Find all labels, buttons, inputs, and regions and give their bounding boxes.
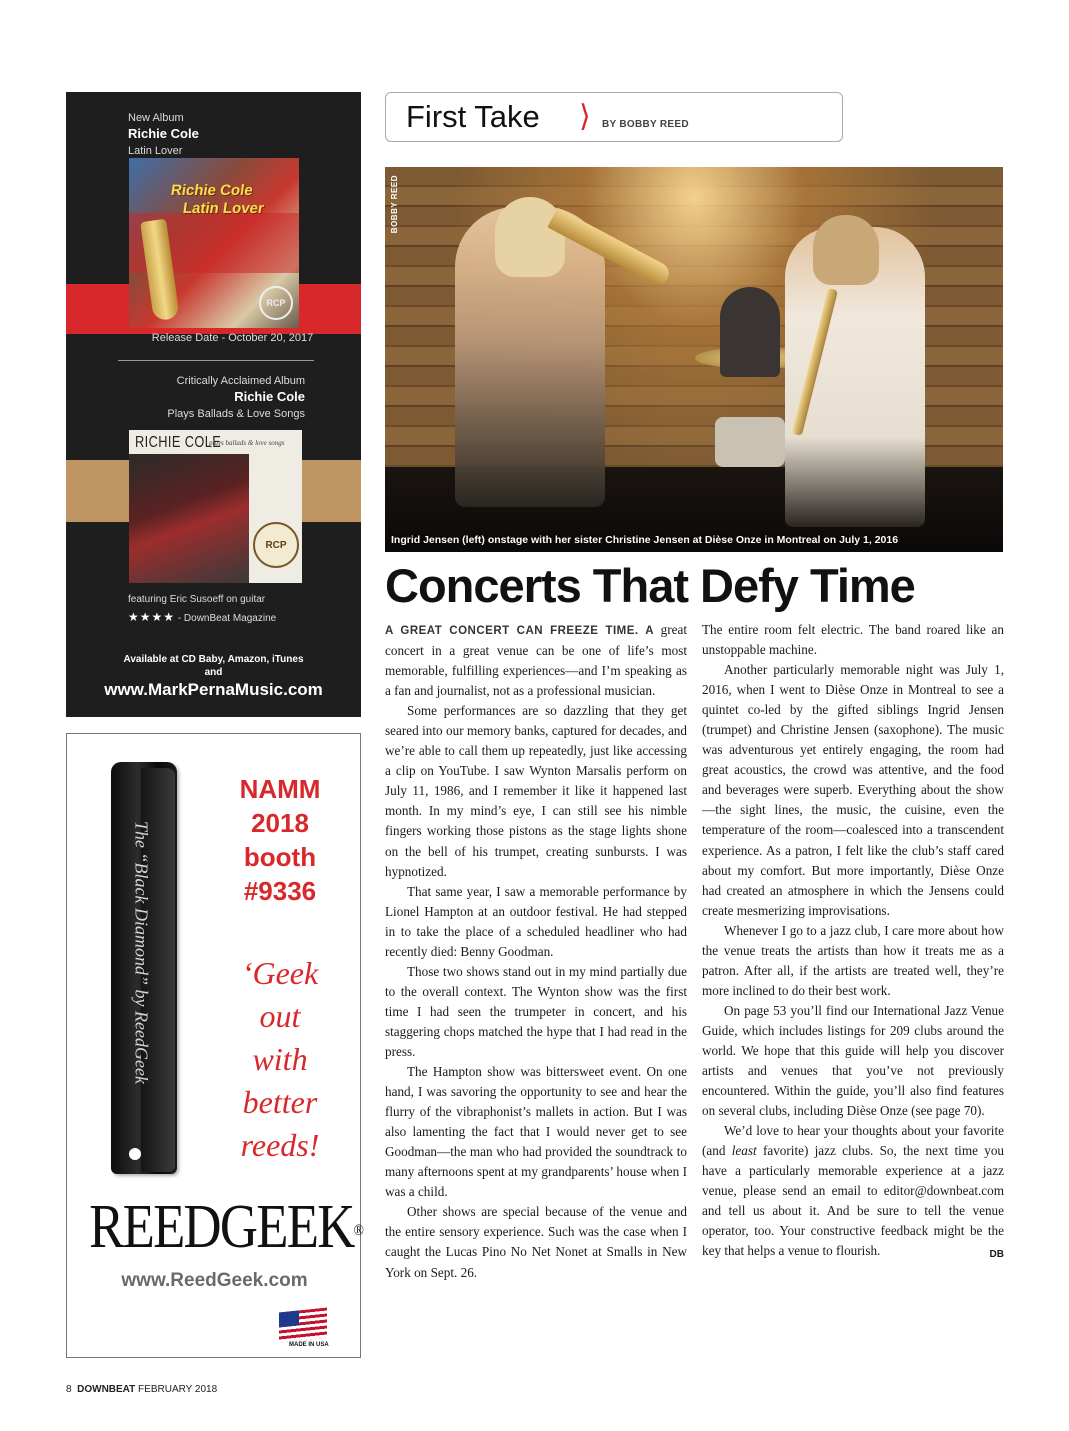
artist-name: Richie Cole xyxy=(128,126,199,141)
paragraph-7: Another particularly memorable night was July 1, 2016, when I went to Dièse Onze in Montreal to see a quintet co-led by the gifted siblings Ingrid Jensen (trumpet) and Christine Jensen (saxophone). The music was adventurous yet entirely engaging, the room had great acoustics, the crowd was attentive, and the food and beverages were superb. Everything about the show—the sight lines, the music, the cuisine, even the temperature of the room—coalesced into a transcendent experience. As a patron, I felt like the club’s staff cared about my comfort. But more importantly, Dièse Onze had created an atmosphere in which the Jensens could create mesmerizing improvisations. xyxy=(702,662,1004,918)
magazine-name: DOWNBEAT xyxy=(77,1384,136,1395)
star-rating-icon: ★★★★ xyxy=(128,610,176,624)
issue-date: FEBRUARY 2018 xyxy=(138,1384,218,1395)
review-rating xyxy=(128,610,276,624)
article-column-2 xyxy=(702,620,1004,1266)
reedgeek-ad[interactable] xyxy=(66,733,364,1358)
cover-title-line2: Latin Lover xyxy=(181,200,266,217)
cover2-photo xyxy=(129,454,249,583)
db-signoff: DB xyxy=(989,1249,1004,1261)
section-title: First Take xyxy=(406,99,540,134)
paragraph-2: Some performances are so dazzling that they get seared into our memory banks, captured for decades, and we’re able to call them up repeatedly, just like accessing a clip on YouTube. I saw Wynton Marsalis perform on July 11, 1986, and I remember it like it happened last month. In my mind’s eye, I can still see his nimble fingers working those pistons as the stage lights shone on the bell of his trumpet, creating sunbursts. I was hypnotized. xyxy=(385,703,687,879)
page-folio xyxy=(66,1384,217,1395)
acclaimed-label: Critically Acclaimed Album xyxy=(176,375,305,387)
new-album-label: New Album xyxy=(128,112,184,124)
paragraph-6-continued: The entire room felt electric. The band roared like an unstoppable machine. xyxy=(702,622,1004,658)
artist-name-2: Richie Cole xyxy=(234,389,305,404)
geek-out-slogan: ‘Geek out with better reeds! xyxy=(240,955,320,1163)
chevron-right-icon: ⟩ xyxy=(579,100,591,133)
photo-caption: Ingrid Jensen (left) onstage with her sister Christine Jensen at Dièse Onze in Montreal on July 1, 2016 xyxy=(391,534,899,546)
page-number: 8 xyxy=(66,1384,72,1395)
paragraph-4: Those two shows stand out in my mind partially due to the overall context. The Wynton show was the first time I had seen the trumpeter in concert, and his staggering chops matched the hype that I had read in the press. xyxy=(385,963,687,1059)
article-column-1 xyxy=(385,620,687,1283)
paragraph-8: Whenever I go to a jazz club, I care more about how the venue treats the artists than how it treats me as a patron. After all, if the artists are treated well, they’re more inclined to do their best work. xyxy=(702,922,1004,998)
paragraph-1: A GREAT CONCERT CAN FREEZE TIME. A great concert in a great venue can be one of life’s most memorable, fulfilling experiences—and I’m speaking as a fan and journalist, not as a professional musician. xyxy=(385,622,688,699)
paragraph-10: We’d love to hear your thoughts about your favorite (and least favorite) jazz clubs. So, the next time you have a particularly memorable experience at a jazz venue, please send an email to editor@downbeat.com and tell us about it. And be sure to tell the venue operator, too. Your constructive feedback might be the key that helps a venue to flourish. DB xyxy=(702,1121,1004,1261)
paragraph-5: The Hampton show was bittersweet event. On one hand, I was savoring the opportunity to see and hear the flurry of the vibraphonist’s mallets in action. But I was also lamenting the fact that I would never get to see Goodman—the man who had provided the soundtrack to many afternoons spent at my grandparents’ house when I was a child. xyxy=(385,1064,687,1200)
paragraph-9: On page 53 you’ll find our International Jazz Venue Guide, which includes listings for 209 clubs around the world. We hope that this guide will help you discover artists and venues that you’ve not previously encountered. Within the guide, you’ll also find features on several clubs, including Dièse Onze (see page 70). xyxy=(702,1002,1004,1119)
us-flag-icon xyxy=(279,1307,327,1342)
reedgeek-url-link[interactable]: www.ReedGeek.com xyxy=(121,1270,308,1291)
black-diamond-reed-icon xyxy=(111,762,177,1174)
photo-credit: BOBBY REED xyxy=(390,175,399,234)
lead-in: A GREAT CONCERT CAN FREEZE TIME. A xyxy=(385,625,655,637)
mark-perna-url-link[interactable]: www.MarkPernaMusic.com xyxy=(104,680,323,699)
made-in-usa-label: MADE IN USA xyxy=(289,1342,329,1348)
section-header xyxy=(385,92,843,142)
divider xyxy=(118,360,314,361)
namm-booth-text: NAMM 2018 booth #9336 xyxy=(239,774,321,906)
review-source: - DownBeat Magazine xyxy=(177,613,277,624)
article-headline: Concerts That Defy Time xyxy=(385,559,915,612)
cover-title-line1: Richie Cole xyxy=(169,182,254,199)
paragraph-3: That same year, I saw a memorable performance by Lionel Hampton at an outdoor festival. He had stepped in to take the place of a scheduled headliner who had recently died: Benny Goodman. xyxy=(385,883,687,959)
reedgeek-logo: REEDGEEK® xyxy=(89,1193,364,1261)
rcp-seal-icon: RCP xyxy=(259,286,293,320)
richie-cole-ad[interactable] xyxy=(66,92,361,717)
latin-lover-album-cover xyxy=(129,158,299,328)
cover2-title: RICHIE COLE xyxy=(135,434,222,451)
availability-text: Available at CD Baby, Amazon, iTunes and xyxy=(123,654,304,678)
rcp-seal-icon-2: RCP xyxy=(253,522,299,568)
featuring-text: featuring Eric Susoeff on guitar xyxy=(128,594,266,605)
reed-engraving: The “Black Diamond” by ReedGeek xyxy=(131,821,152,1084)
acclaimed-album-block xyxy=(167,373,305,422)
paragraph-6: Other shows are special because of the venue and the entire sensory experience. Such was the case when I caught the Lucas Pino No Net Nonet at Smalls in New York on Sept. 26. xyxy=(385,1204,687,1280)
album-title-2: Plays Ballads & Love Songs xyxy=(167,408,305,420)
ballads-album-cover xyxy=(129,430,302,583)
cover2-subtitle: plays ballads & love songs xyxy=(209,439,285,447)
album-title: Latin Lover xyxy=(128,145,183,157)
new-album-block xyxy=(128,110,199,159)
concert-photo xyxy=(385,167,1003,552)
byline: BY BOBBY REED xyxy=(602,119,689,130)
release-date: Release Date - October 20, 2017 xyxy=(151,332,314,344)
drummer-figure xyxy=(720,287,780,377)
